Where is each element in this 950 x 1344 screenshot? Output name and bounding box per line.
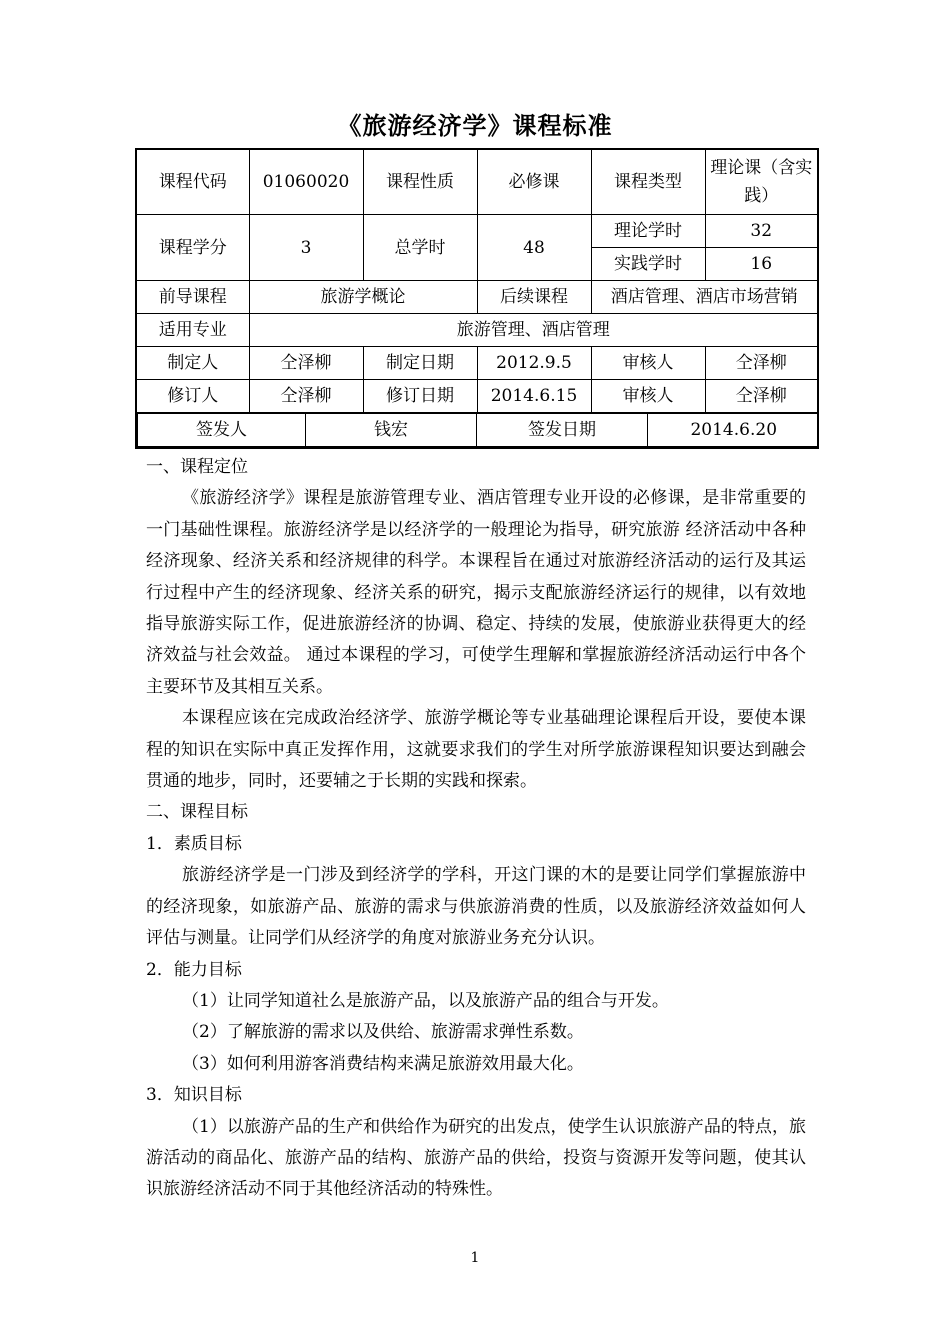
total-hours: 48 bbox=[477, 215, 591, 281]
page-number: 1 bbox=[470, 1250, 480, 1266]
credit-label: 课程学分 bbox=[136, 215, 249, 281]
list-item: （2）了解旅游的需求以及供给、旅游需求弹性系数。 bbox=[182, 1022, 584, 1043]
course-type: 理论课（含实践） bbox=[705, 149, 818, 215]
section-heading: 一、课程定位 bbox=[146, 457, 248, 477]
subsection-heading: 3．知识目标 bbox=[146, 1085, 242, 1106]
reviewer2: 仝泽柳 bbox=[705, 380, 818, 413]
table-row bbox=[136, 314, 818, 347]
course-nature-label: 课程性质 bbox=[363, 149, 477, 215]
subsection-heading: 2．能力目标 bbox=[146, 959, 242, 980]
make-date: 2012.9.5 bbox=[477, 347, 591, 380]
paragraph: 本课程应该在完成政治经济学、旅游学概论等专业基础理论课程后开设，要使本课程的知识在实际中真正发挥作用，这就要求我们的学生对所学旅游课程知识要达到融会贯通的地步，同时，还要辅之于长期的实践和探索。 bbox=[146, 708, 806, 792]
reviewer2-label: 审核人 bbox=[591, 380, 705, 413]
course-info-table bbox=[135, 148, 819, 449]
course-code-label: 课程代码 bbox=[136, 149, 249, 215]
revise-date: 2014.6.15 bbox=[477, 380, 591, 413]
table-row bbox=[136, 281, 818, 314]
table-row bbox=[136, 347, 818, 380]
reviewer-label: 审核人 bbox=[591, 347, 705, 380]
theory-hours: 32 bbox=[705, 215, 818, 248]
credit: 3 bbox=[249, 215, 363, 281]
section-heading: 二、课程目标 bbox=[146, 802, 248, 823]
list-item: （1）以旅游产品的生产和供给作为研究的出发点，使学生认识旅游产品的特点，旅游活动的商品化、旅游产品的结构、旅游产品的供给，投资与资源开发等问题，使其认识旅游经济活动不同于其他经济活动的特殊性。 bbox=[146, 1116, 806, 1200]
total-hours-label: 总学时 bbox=[363, 215, 477, 281]
issue-date: 2014.6.20 bbox=[648, 414, 819, 447]
course-code: 01060020 bbox=[249, 149, 363, 215]
course-type-label: 课程类型 bbox=[591, 149, 705, 215]
followup-label: 后续课程 bbox=[477, 281, 591, 314]
issue-subtable bbox=[137, 413, 818, 447]
maker: 仝泽柳 bbox=[249, 347, 363, 380]
paragraph: 《旅游经济学》课程是旅游管理专业、酒店管理专业开设的必修课，是非常重要的一门基础性课程。旅游经济学是以经济学的一般理论为指导，研究旅游 经济活动中各种经济现象、经济关系和经济规律的科学。本课程旨在通过对旅游经济活动的运行及其运行过程中产生的经济现象、经济关系的研究，揭示支配旅游经济运行的规律，以有效地指导旅游实际工作，促进旅游经济的协调、稳定、持续的发展，使旅游业获得更大的经济效益与社会效益。 通过本课程的学习，可使学生理解和掌握旅游经济活动运行中各个主要环节及其相互关系。 bbox=[146, 488, 806, 697]
table-row bbox=[136, 149, 818, 215]
maker-label: 制定人 bbox=[136, 347, 249, 380]
list-item: （3）如何利用游客消费结构来满足旅游效用最大化。 bbox=[182, 1053, 584, 1074]
list-item: （1）让同学知道社么是旅游产品，以及旅游产品的组合与开发。 bbox=[182, 990, 669, 1011]
document-body bbox=[146, 452, 806, 1206]
practice-hours-label: 实践学时 bbox=[591, 248, 705, 281]
followup: 酒店管理、酒店市场营销 bbox=[591, 281, 818, 314]
prereq-label: 前导课程 bbox=[136, 281, 249, 314]
issue-date-label: 签发日期 bbox=[477, 414, 648, 447]
table-row bbox=[136, 380, 818, 413]
theory-hours-label: 理论学时 bbox=[591, 215, 705, 248]
issue-row-cell bbox=[136, 413, 818, 449]
major-label: 适用专业 bbox=[136, 314, 249, 347]
table-row bbox=[136, 215, 818, 248]
issuer: 钱宏 bbox=[306, 414, 477, 447]
paragraph: 旅游经济学是一门涉及到经济学的学科，开这门课的木的是要让同学们掌握旅游中的经济现象，如旅游产品、旅游的需求与供旅游消费的性质，以及旅游经济效益如何人评估与测量。让同学们从经济学的角度对旅游业务充分认识。 bbox=[146, 865, 806, 949]
reviewer: 仝泽柳 bbox=[705, 347, 818, 380]
revise-date-label: 修订日期 bbox=[363, 380, 477, 413]
course-nature: 必修课 bbox=[477, 149, 591, 215]
reviser-label: 修订人 bbox=[136, 380, 249, 413]
issuer-label: 签发人 bbox=[138, 414, 306, 447]
major: 旅游管理、酒店管理 bbox=[249, 314, 818, 347]
page-title: 《旅游经济学》课程标准 bbox=[337, 112, 613, 140]
table-row bbox=[136, 413, 818, 449]
practice-hours: 16 bbox=[705, 248, 818, 281]
subsection-heading: 1．素质目标 bbox=[146, 833, 242, 854]
reviser: 仝泽柳 bbox=[249, 380, 363, 413]
prereq: 旅游学概论 bbox=[249, 281, 477, 314]
make-date-label: 制定日期 bbox=[363, 347, 477, 380]
